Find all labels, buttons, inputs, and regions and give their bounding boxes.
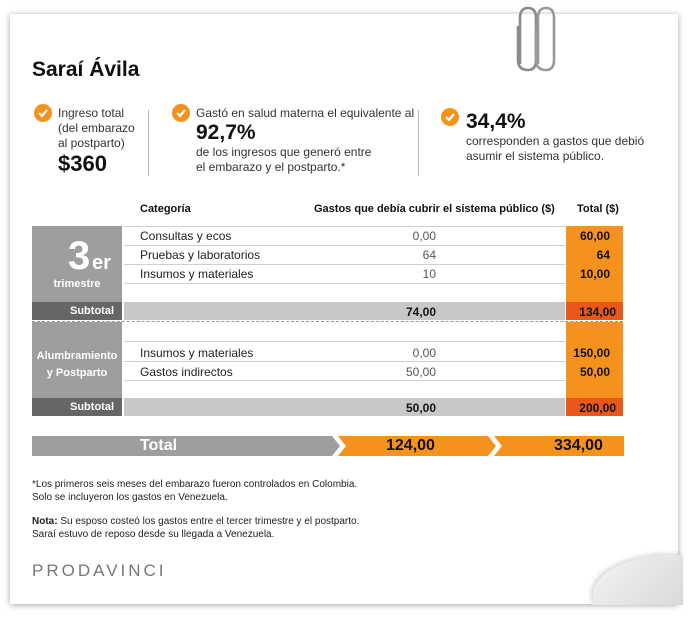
public-cell: 0,00 [412, 346, 436, 360]
trimester-label: trimestre [53, 278, 101, 290]
row-divider [124, 226, 565, 227]
row-divider [124, 380, 565, 381]
stat-public-share [466, 110, 644, 164]
stat-income-line1: Ingreso total [58, 106, 125, 120]
category-cell: Gastos indirectos [140, 365, 233, 379]
row-divider [124, 341, 565, 342]
stat-income-value: $360 [58, 151, 107, 176]
stat-health-line2: el embarazo y el postparto.* [196, 160, 346, 174]
total-cell: 64 [596, 248, 610, 262]
note-line1: Su esposo costeó los gastos entre el tercer trimestre y el postparto. [57, 516, 360, 527]
stat-income [58, 106, 135, 177]
check-icon [34, 104, 52, 122]
stat-health-value: 92,7% [196, 121, 256, 144]
grand-total-public: 124,00 [386, 437, 435, 454]
public-cell: 50,00 [405, 365, 436, 379]
stat-public-line2: asumir el sistema público. [466, 149, 605, 163]
divider [418, 110, 419, 176]
subtotal-public: 50,00 [405, 401, 436, 415]
total-column [566, 322, 623, 398]
stat-health-intro: Gastó en salud materna el equivalente al [196, 106, 415, 120]
subtotal-total [566, 302, 623, 320]
row-divider [124, 245, 565, 246]
subtotal-label-text: Subtotal [70, 401, 114, 413]
header-public: Gastos que debía cubrir el sistema público ($) [314, 203, 555, 215]
stat-health-spend [196, 106, 414, 175]
subtotal-label [32, 302, 122, 320]
section2-label-line1: Alumbramiento [36, 350, 118, 362]
subtotal-total-text: 134,00 [579, 305, 616, 319]
grand-total-banner [32, 436, 624, 456]
grand-total-label: Total [140, 437, 178, 454]
paperclip-icon [508, 4, 558, 76]
grand-total-total: 334,00 [554, 437, 603, 454]
stat-health-line1: de los ingresos que generó entre [196, 145, 372, 159]
public-cell: 0,00 [412, 229, 436, 243]
stat-income-line2: (del embarazo [58, 121, 135, 135]
subtotal-label [32, 398, 122, 416]
section2-label-line2: y Postparto [46, 367, 108, 379]
person-name: Saraí Ávila [32, 58, 140, 81]
subtotal-label-text: Subtotal [70, 305, 114, 317]
subtotal-public: 74,00 [405, 305, 436, 319]
prodavinci-logo: PRODAVINCI [32, 561, 167, 580]
public-cell: 10 [422, 267, 436, 281]
total-cell: 60,00 [579, 229, 610, 243]
trimester-number: 3 [68, 234, 91, 278]
subtotal-bar [124, 398, 565, 416]
footnote-line2: Solo se incluyeron los gastos en Venezuela. [32, 492, 228, 503]
category-cell: Consultas y ecos [140, 229, 232, 243]
stat-public-line1: corresponden a gastos que debió [466, 134, 645, 148]
header-category: Categoría [140, 203, 191, 215]
category-cell: Insumos y materiales [140, 346, 254, 360]
check-icon [172, 104, 190, 122]
row-divider [124, 361, 565, 362]
section-label-3er-trimestre [32, 226, 122, 302]
divider [148, 110, 149, 176]
footnote [32, 478, 357, 504]
total-cell: 150,00 [573, 346, 610, 360]
stat-public-value: 34,4% [466, 110, 526, 133]
stat-income-line3: al postparto) [58, 136, 125, 150]
note [32, 515, 359, 541]
subtotal-bar [124, 302, 565, 320]
subtotal-total-text: 200,00 [579, 401, 616, 415]
footnote-line1: *Los primeros seis meses del embarazo fueron controlados en Colombia. [32, 479, 358, 490]
header-total: Total ($) [577, 203, 619, 215]
note-line2: Saraí estuvo de reposo desde su llegada a Venezuela. [32, 529, 275, 540]
check-icon [441, 108, 459, 126]
category-cell: Pruebas y laboratorios [140, 248, 261, 262]
public-cell: 64 [422, 248, 436, 262]
subtotal-total [566, 398, 623, 416]
total-cell: 10,00 [579, 267, 610, 281]
category-cell: Insumos y materiales [140, 267, 254, 281]
note-label: Nota: [32, 516, 58, 527]
row-divider [124, 283, 565, 284]
trimester-suffix: er [92, 252, 111, 274]
total-cell: 50,00 [579, 365, 610, 379]
row-divider [124, 264, 565, 265]
section-label-alumbramiento [32, 322, 122, 398]
